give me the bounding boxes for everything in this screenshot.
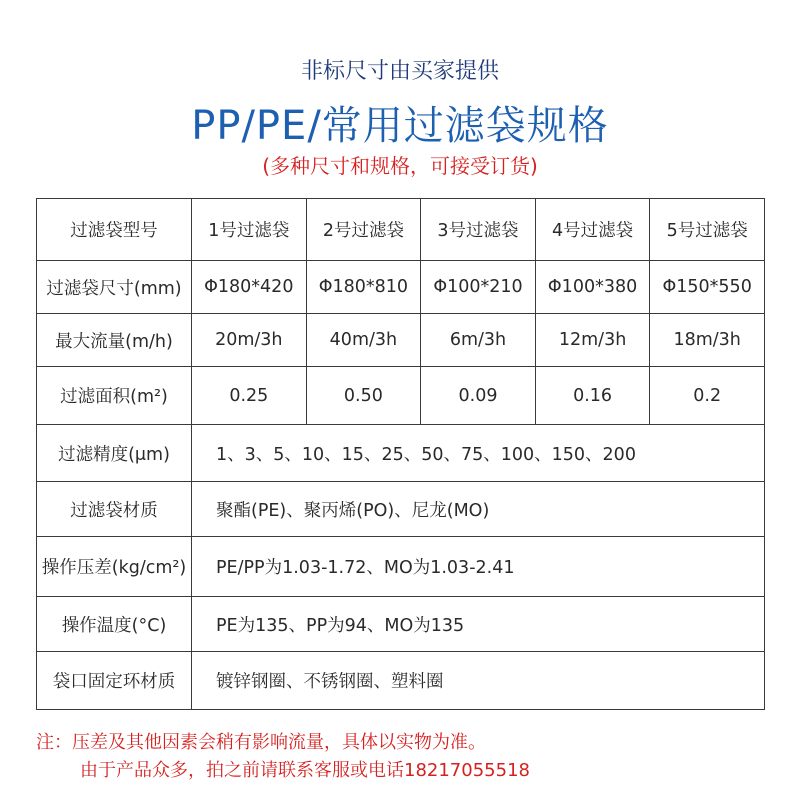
model-cell-5: 5号过滤袋	[650, 199, 765, 261]
table-cell: 0.2	[650, 367, 765, 425]
model-cell-1: 1号过滤袋	[192, 199, 307, 261]
page-title: PP/PE/常用过滤袋规格	[191, 103, 609, 149]
row-label-ring-material: 袋口固定环材质	[37, 652, 192, 710]
table-cell: Φ150*550	[650, 261, 765, 314]
table-cell: 12m/3h	[535, 314, 650, 367]
table-row	[37, 425, 765, 482]
table-cell: Φ180*420	[192, 261, 307, 314]
footer-disclaimer: 注：压差及其他因素会稍有影响流量，具体以实物为准。	[36, 732, 486, 753]
table-cell-wide: 聚酯(PE)、聚丙烯(PO)、尼龙(MO)	[192, 482, 765, 537]
row-label-temperature: 操作温度(°C)	[37, 597, 192, 652]
table-cell: 0.50	[306, 367, 421, 425]
table-cell: 20m/3h	[192, 314, 307, 367]
table-row	[37, 314, 765, 367]
table-cell: 0.16	[535, 367, 650, 425]
header-corner-cell: 过滤袋型号	[37, 199, 192, 261]
table-row	[37, 597, 765, 652]
row-label-size: 过滤袋尺寸(mm)	[37, 261, 192, 314]
row-label-flow: 最大流量(m/h)	[37, 314, 192, 367]
table-cell: 0.25	[192, 367, 307, 425]
table-header-row	[37, 199, 765, 261]
table-cell-wide: 镀锌钢圈、不锈钢圈、塑料圈	[192, 652, 765, 710]
table-cell: Φ180*810	[306, 261, 421, 314]
row-label-precision: 过滤精度(μm)	[37, 425, 192, 482]
spec-table	[36, 198, 765, 710]
order-note: (多种尺寸和规格，可接受订货)	[262, 154, 538, 178]
footer-contact: 由于产品众多，拍之前请联系客服或电话18217055518	[80, 760, 530, 781]
table-cell: Φ100*210	[421, 261, 536, 314]
table-cell: 40m/3h	[306, 314, 421, 367]
table-row	[37, 367, 765, 425]
table-row	[37, 482, 765, 537]
page-subtitle: 非标尺寸由买家提供	[300, 59, 499, 84]
table-row	[37, 537, 765, 597]
table-cell-wide: PE为135、PP为94、MO为135	[192, 597, 765, 652]
table-cell: 0.09	[421, 367, 536, 425]
model-cell-4: 4号过滤袋	[535, 199, 650, 261]
table-cell: Φ100*380	[535, 261, 650, 314]
table-row	[37, 261, 765, 314]
table-cell: 18m/3h	[650, 314, 765, 367]
table-cell-wide: PE/PP为1.03-1.72、MO为1.03-2.41	[192, 537, 765, 597]
model-cell-2: 2号过滤袋	[306, 199, 421, 261]
table-cell: 6m/3h	[421, 314, 536, 367]
row-label-material: 过滤袋材质	[37, 482, 192, 537]
table-row	[37, 652, 765, 710]
row-label-pressure: 操作压差(kg/cm²)	[37, 537, 192, 597]
row-label-area: 过滤面积(m²)	[37, 367, 192, 425]
table-cell-wide: 1、3、5、10、15、25、50、75、100、150、200	[192, 425, 765, 482]
model-cell-3: 3号过滤袋	[421, 199, 536, 261]
